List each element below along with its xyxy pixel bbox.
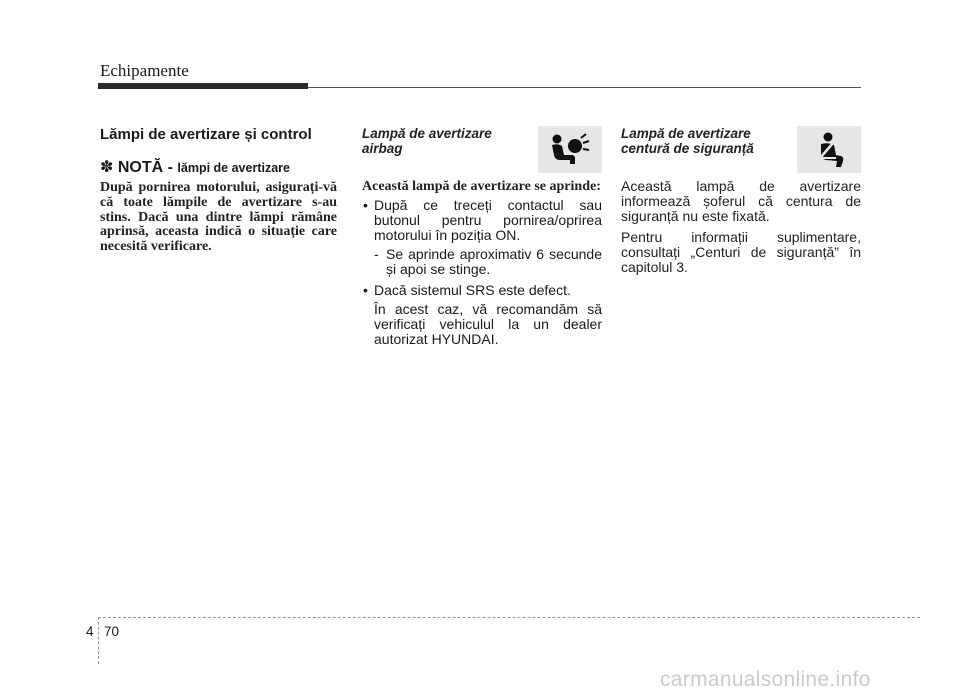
airbag-warning-title: Lampă de avertizare airbag: [362, 126, 492, 156]
airbag-bullet-2: • Dacă sistemul SRS este defect.: [363, 282, 571, 298]
column-warning-lamps: [100, 126, 337, 255]
page-number: 70: [104, 624, 120, 639]
airbag-warning-icon: [538, 126, 602, 173]
note-heading: [100, 157, 337, 177]
column-airbag: [362, 126, 602, 347]
airbag-intro: Această lampă de avertizare se aprinde:: [362, 179, 601, 194]
seat-belt-warning-title: Lampă de avertizare centură de siguranță: [621, 126, 754, 156]
note-star-icon: ✽: [100, 159, 114, 176]
airbag-recommendation: În acest caz, vă recomandăm să verificați vehiculul la un dealer autorizat HYUNDAI.: [374, 301, 602, 347]
airbag-bullet-1: • După ce treceți contactul sau butonul pentru pornirea/oprirea motorului în poziția ON.: [363, 197, 602, 243]
note-subtitle: lămpi de avertizare: [177, 161, 290, 175]
watermark: carmanualsonline.info: [660, 668, 871, 691]
airbag-sub-item: - Se aprinde aproximativ 6 secunde și apoi se stinge.: [374, 246, 602, 277]
footer-rule: [98, 617, 920, 618]
note-text: După pornirea motorului, asigurați-vă că toate lămpile de avertizare s-au stins. Dacă una dintre lămpi rămâne aprinsă, aceasta indică o situație care necesită verificare.: [100, 180, 337, 255]
column-seat-belt: [621, 126, 861, 275]
note-label: NOTĂ -: [117, 159, 173, 176]
chapter-number: 4: [86, 624, 94, 639]
seat-belt-warning-icon: [797, 126, 861, 173]
seat-belt-text-1: Această lampă de avertizare informează șoferul că centura de siguranță nu este fixată.: [621, 178, 861, 224]
footer-divider: [98, 617, 99, 664]
header-rule: [308, 87, 861, 88]
header-bar: [98, 83, 308, 89]
seat-belt-text-2: Pentru informații suplimentare, consultați „Centuri de siguranță” în capitolul 3.: [621, 229, 861, 275]
section-title: Echipamente: [100, 61, 189, 80]
section-heading: Lămpi de avertizare și control: [100, 126, 312, 143]
